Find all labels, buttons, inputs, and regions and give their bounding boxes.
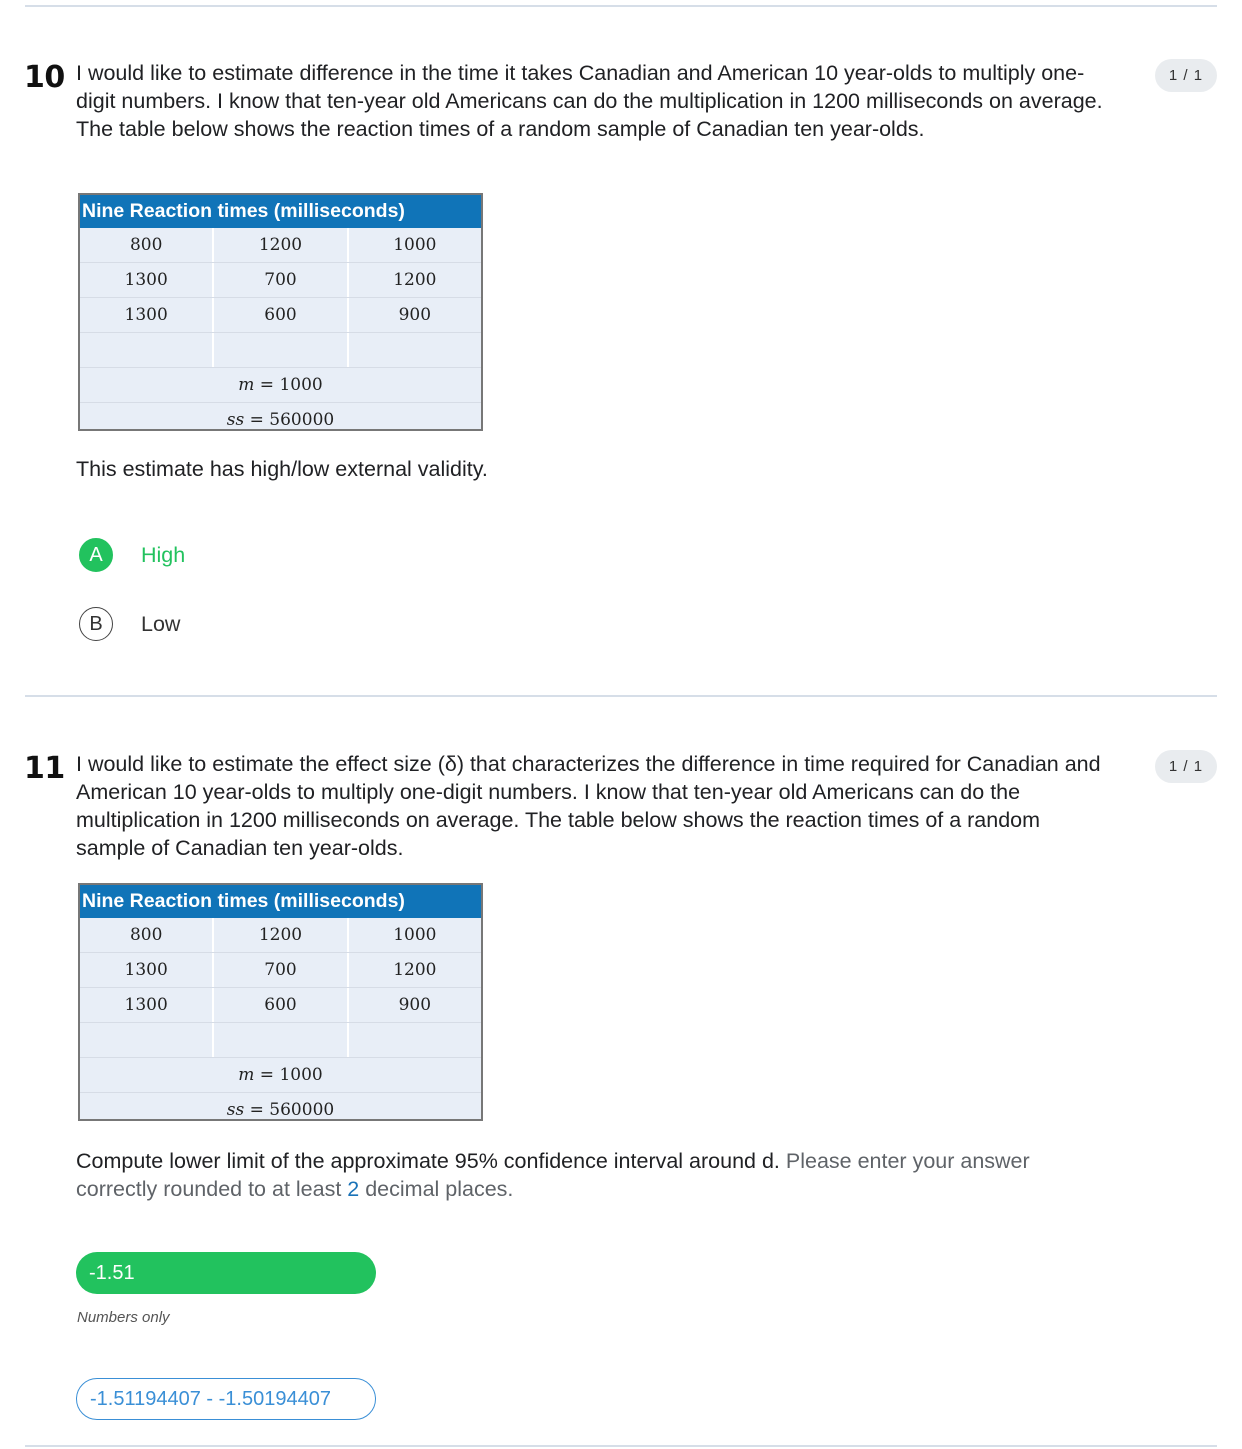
question-divider <box>25 695 1217 697</box>
ss-row <box>80 403 481 437</box>
reaction-times-table <box>78 193 483 431</box>
table-row-empty <box>80 1023 481 1058</box>
table-cell: 1300 <box>80 953 214 987</box>
option-a-letter: A <box>79 538 113 572</box>
mean-value: = 1000 <box>254 1065 323 1085</box>
ss-symbol: ss <box>226 1100 245 1120</box>
table-cell: 1300 <box>80 988 214 1022</box>
mean-row <box>80 1058 481 1093</box>
table-cell: 1200 <box>214 918 348 952</box>
question-number: 11 <box>24 751 65 786</box>
table-title: Nine Reaction times (milliseconds) <box>80 885 481 918</box>
table-cell: 1300 <box>80 263 214 297</box>
table-cell <box>214 333 348 367</box>
accepted-range-box: -1.51194407 - -1.50194407 <box>76 1378 376 1420</box>
question-prompt: This estimate has high/low external validity. <box>76 457 488 481</box>
table-cell: 1200 <box>393 270 437 290</box>
table-title: Nine Reaction times (milliseconds) <box>80 195 481 228</box>
table-cell <box>349 333 481 367</box>
table-cell: 700 <box>214 953 348 987</box>
top-divider <box>25 5 1217 7</box>
question-prompt <box>76 1147 1096 1203</box>
reaction-times-table <box>78 883 483 1121</box>
table-cell: 1200 <box>214 228 348 262</box>
instruction-post: decimal places. <box>359 1177 514 1201</box>
ss-value: = 560000 <box>244 410 335 430</box>
table-cell <box>80 333 214 367</box>
mean-value: = 1000 <box>254 375 323 395</box>
table-cell: 900 <box>398 305 432 325</box>
mean-symbol: m <box>238 375 255 395</box>
table-row-empty <box>80 333 481 368</box>
table-cell: 900 <box>398 995 432 1015</box>
table-row <box>80 298 481 333</box>
ss-row <box>80 1093 481 1127</box>
table-row <box>80 988 481 1023</box>
table-row <box>80 228 481 263</box>
table-row <box>80 918 481 953</box>
answer-input[interactable]: -1.51 <box>76 1252 376 1294</box>
table-cell <box>80 1023 214 1057</box>
table-row <box>80 263 481 298</box>
instruction-decimal-count: 2 <box>347 1177 360 1201</box>
table-cell: 1000 <box>393 925 437 945</box>
option-b-letter: B <box>79 607 113 641</box>
table-cell: 700 <box>214 263 348 297</box>
table-row <box>80 953 481 988</box>
score-badge: 1 / 1 <box>1155 750 1217 783</box>
instruction-pre: Please enter your answer correctly rounded to at least <box>76 1149 1030 1201</box>
mean-row <box>80 368 481 403</box>
bottom-divider <box>25 1445 1217 1447</box>
option-a-label: High <box>141 542 186 567</box>
table-cell <box>349 1023 481 1057</box>
table-cell: 800 <box>80 228 214 262</box>
option-b-label: Low <box>141 611 181 636</box>
question-text: I would like to estimate the effect size (δ) that characterizes the difference in time required for Canadian and American 10 year-olds to multiply one-digit numbers. I know that ten-year old Americans can do the multiplication in 1200 milliseconds on average. The table below shows the reaction times of a random sample of Canadian ten year-olds. <box>76 752 1101 860</box>
table-cell: 600 <box>214 298 348 332</box>
table-cell: 600 <box>214 988 348 1022</box>
prompt-text: Compute lower limit of the approximate 95% confidence interval around d. <box>76 1149 780 1173</box>
table-cell: 1200 <box>393 960 437 980</box>
ss-symbol: ss <box>226 410 245 430</box>
table-cell: 800 <box>80 918 214 952</box>
question-text: I would like to estimate difference in the time it takes Canadian and American 10 year-olds to multiply one-digit numbers. I know that ten-year old Americans can do the multiplication in 1200 milliseconds on average. The table below shows the reaction times of a random sample of Canadian ten year-olds. <box>76 61 1103 141</box>
mean-symbol: m <box>238 1065 255 1085</box>
option-b[interactable] <box>79 606 180 642</box>
ss-value: = 560000 <box>244 1100 335 1120</box>
question-number: 10 <box>24 60 65 95</box>
table-cell: 1300 <box>80 298 214 332</box>
input-hint: Numbers only <box>77 1309 170 1326</box>
table-cell <box>214 1023 348 1057</box>
option-a[interactable] <box>79 537 185 573</box>
score-badge: 1 / 1 <box>1155 59 1217 92</box>
table-cell: 1000 <box>393 235 437 255</box>
